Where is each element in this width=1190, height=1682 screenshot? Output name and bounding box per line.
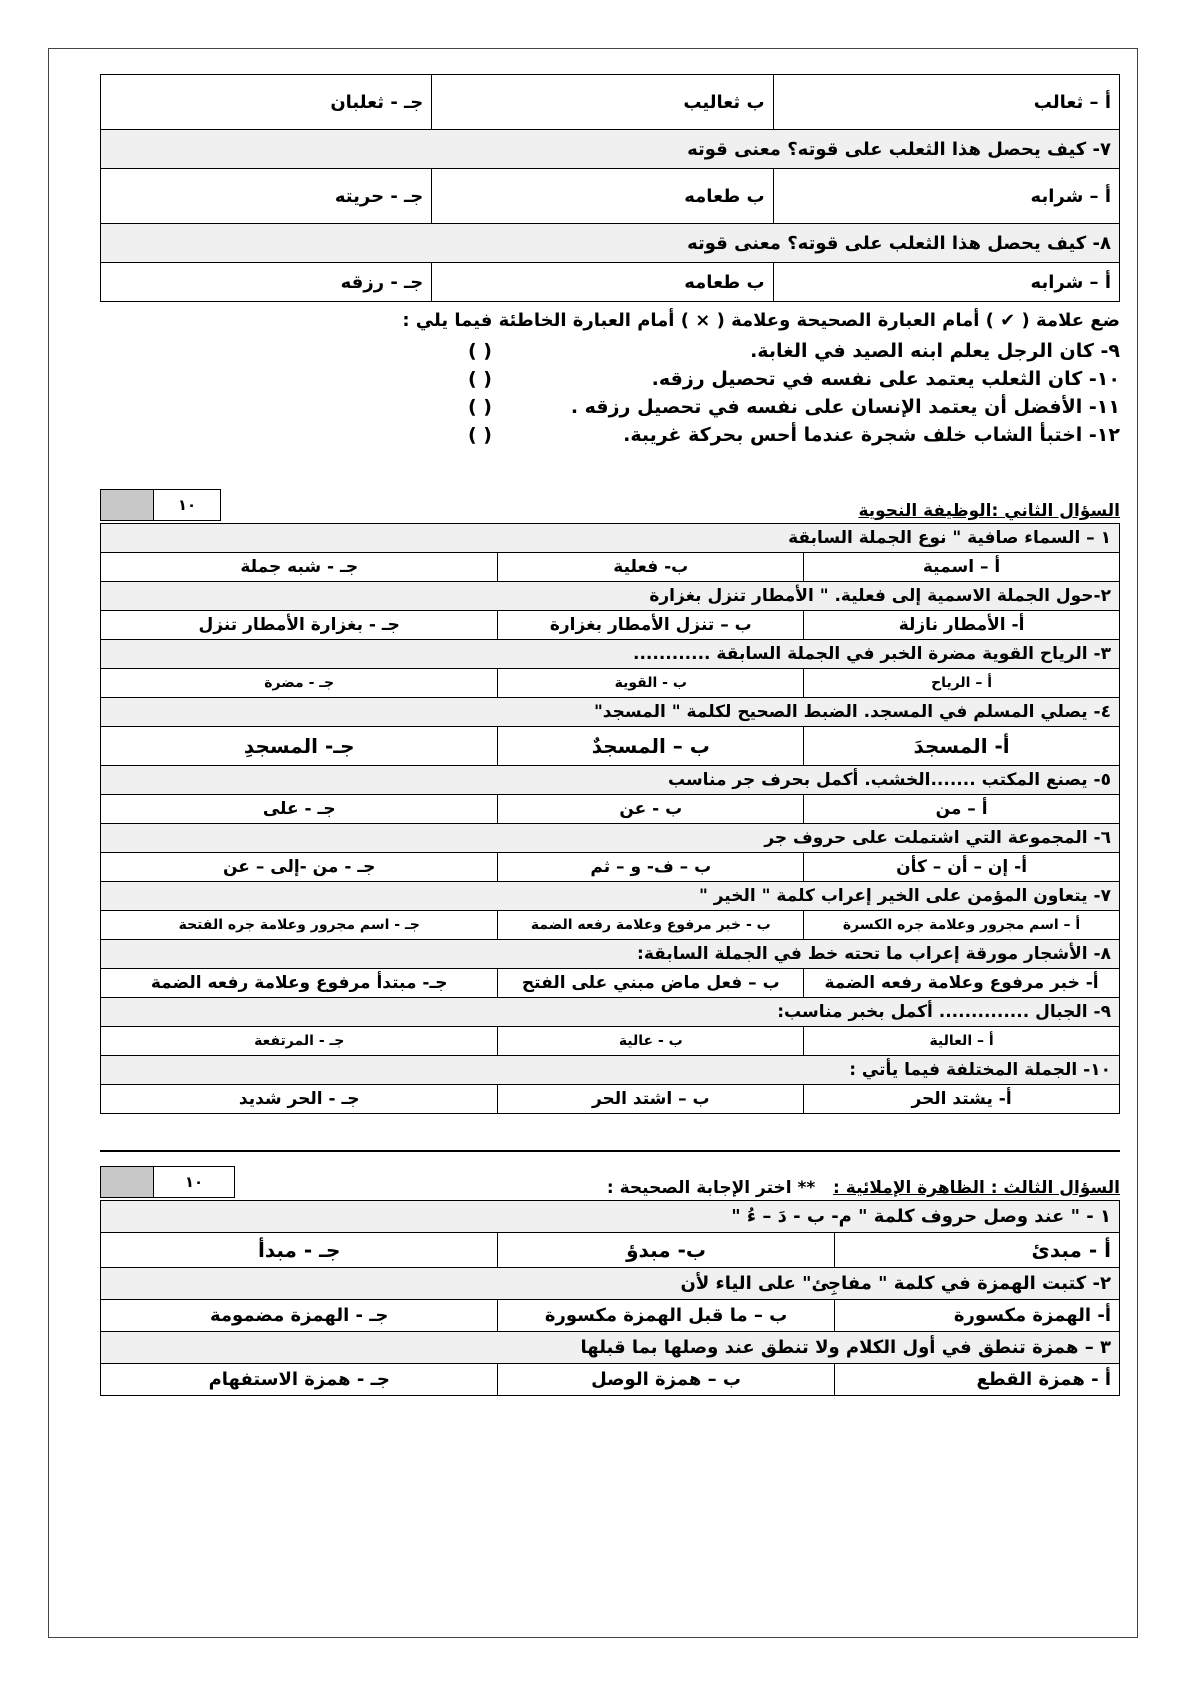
question-text: ٢- كتبت الهمزة في كلمة " مفاجِئ" على الياء لأن <box>101 1268 1120 1300</box>
question-table-3 <box>100 1200 1120 1396</box>
answer-blank[interactable]: ( ) <box>468 368 492 390</box>
answer-option[interactable]: ب – ما قبل الهمزة مكسورة <box>498 1300 834 1332</box>
options-row <box>101 263 1120 302</box>
true-false-instruction: ضع علامة ( ✔ ) أمام العبارة الصحيحة وعلامة ( × ) أمام العبارة الخاطئة فيما يلي : <box>402 310 1120 331</box>
answer-option[interactable]: جـ - الحر شديد <box>101 1085 498 1114</box>
options-row <box>101 669 1120 698</box>
answer-option[interactable]: جـ - المرتفعة <box>101 1027 498 1056</box>
answer-option[interactable]: جـ- المسجدِ <box>101 727 498 766</box>
statement-text: ١٠- كان الثعلب يعتمد على نفسه في تحصيل رزقه. <box>651 368 1120 390</box>
answer-option[interactable]: ب- فعلية <box>498 553 804 582</box>
statement-text: ٩- كان الرجل يعلم ابنه الصيد في الغابة. <box>750 340 1120 362</box>
statement-text: ١٢- اختبأ الشاب خلف شجرة عندما أحس بحركة غريبة. <box>623 424 1120 446</box>
options-row <box>101 169 1120 224</box>
question-table-1 <box>100 74 1120 302</box>
options-row <box>101 969 1120 998</box>
question-text: ٨- كيف يحصل هذا الثعلب على قوته؟ معنى قوته <box>101 224 1120 263</box>
options-row <box>101 853 1120 882</box>
answer-option[interactable]: جـ - اسم مجرور وعلامة جره الفتحة <box>101 911 498 940</box>
section-3-score-box <box>100 1166 235 1198</box>
answer-option[interactable]: جـ - همزة الاستفهام <box>101 1364 498 1396</box>
exam-content <box>100 74 1120 1396</box>
section-3-title: السؤال الثالث : الظاهرة الإملائية : ** اختر الإجابة الصحيحة : <box>606 1178 1120 1198</box>
options-row <box>101 1300 1120 1332</box>
options-row <box>101 1233 1120 1268</box>
answer-option[interactable]: جـ - بغزارة الأمطار تنزل <box>101 611 498 640</box>
answer-option[interactable]: أ- الأمطار نازلة <box>804 611 1120 640</box>
statement-text: ١١- الأفضل أن يعتمد الإنسان على نفسه في تحصيل رزقه . <box>570 396 1120 418</box>
question-row <box>101 640 1120 669</box>
question-text: ٧- يتعاون المؤمن على الخير إعراب كلمة " الخير " <box>101 882 1120 911</box>
answer-blank[interactable]: ( ) <box>468 396 492 418</box>
answer-option[interactable]: ب ثعاليب <box>432 75 773 130</box>
options-row <box>101 75 1120 130</box>
question-row <box>101 998 1120 1027</box>
true-false-item <box>100 393 1120 421</box>
answer-blank[interactable]: ( ) <box>468 424 492 446</box>
true-false-item <box>100 337 1120 365</box>
section-3-score: ١٠ <box>153 1167 234 1197</box>
answer-option[interactable]: أ – الرياح <box>804 669 1120 698</box>
answer-option[interactable]: ب – همزة الوصل <box>498 1364 834 1396</box>
answer-option[interactable]: أ – من <box>804 795 1120 824</box>
answer-option[interactable]: جـ - مبدأ <box>101 1233 498 1268</box>
question-text: ٣- الرياح القوية مضرة الخبر في الجملة السابقة ............ <box>101 640 1120 669</box>
answer-option[interactable]: ب - القوية <box>498 669 804 698</box>
options-row <box>101 911 1120 940</box>
answer-option[interactable]: جـ - شبه جملة <box>101 553 498 582</box>
answer-option[interactable]: جـ - حريته <box>101 169 432 224</box>
answer-option[interactable]: جـ - من -إلى – عن <box>101 853 498 882</box>
answer-option[interactable]: ب – فعل ماض مبني على الفتح <box>498 969 804 998</box>
answer-option[interactable]: ب - عن <box>498 795 804 824</box>
section-3-instruction: ** اختر الإجابة الصحيحة : <box>606 1178 816 1198</box>
answer-option[interactable]: ب – اشتد الحر <box>498 1085 804 1114</box>
question-row <box>101 824 1120 853</box>
question-text: ١ - " عند وصل حروف كلمة " م- ب - دَ – ءُ " <box>101 1201 1120 1233</box>
answer-option[interactable]: ب- مبدؤ <box>498 1233 834 1268</box>
question-row <box>101 224 1120 263</box>
options-row <box>101 553 1120 582</box>
question-text: ٢-حول الجملة الاسمية إلى فعلية. " الأمطار تنزل بغزارة <box>101 582 1120 611</box>
question-text: ٦- المجموعة التي اشتملت على حروف جر <box>101 824 1120 853</box>
question-row <box>101 1332 1120 1364</box>
true-false-list <box>100 337 1120 449</box>
question-table-2 <box>100 523 1120 1114</box>
answer-option[interactable]: ب طعامه <box>432 263 773 302</box>
answer-blank[interactable]: ( ) <box>468 340 492 362</box>
answer-option[interactable]: جـ- مبتدأ مرفوع وعلامة رفعه الضمة <box>101 969 498 998</box>
section-divider <box>100 1150 1120 1152</box>
question-text: ٤- يصلي المسلم في المسجد. الضبط الصحيح لكلمة " المسجد" <box>101 698 1120 727</box>
question-text: ٣ – همزة تنطق في أول الكلام ولا تنطق عند وصلها بما قبلها <box>101 1332 1120 1364</box>
question-row <box>101 524 1120 553</box>
section-2-score-box <box>100 489 221 521</box>
question-row <box>101 940 1120 969</box>
question-row <box>101 882 1120 911</box>
options-row <box>101 727 1120 766</box>
question-row <box>101 766 1120 795</box>
section-2-score-blank[interactable] <box>101 490 153 520</box>
answer-option[interactable]: أ – اسمية <box>804 553 1120 582</box>
answer-option[interactable]: جـ - مضرة <box>101 669 498 698</box>
question-row <box>101 1268 1120 1300</box>
answer-option[interactable]: أ – شرابه <box>773 263 1119 302</box>
answer-option[interactable]: ب – المسجدٌ <box>498 727 804 766</box>
options-row <box>101 1027 1120 1056</box>
answer-option[interactable]: أ- إن – أن – كأن <box>804 853 1120 882</box>
answer-option[interactable]: أ- خبر مرفوع وعلامة رفعه الضمة <box>804 969 1120 998</box>
answer-option[interactable]: أ – ثعالب <box>773 75 1119 130</box>
question-row <box>101 130 1120 169</box>
true-false-item <box>100 365 1120 393</box>
question-row <box>101 698 1120 727</box>
question-text: ١٠- الجملة المختلفة فيما يأتي : <box>101 1056 1120 1085</box>
answer-option[interactable]: أ – شرابه <box>773 169 1119 224</box>
question-text: ٧- كيف يحصل هذا الثعلب على قوته؟ معنى قوته <box>101 130 1120 169</box>
answer-option[interactable]: أ - همزة القطع <box>834 1364 1119 1396</box>
options-row <box>101 1085 1120 1114</box>
question-text: ٩- الجبال .............. أكمل بخبر مناسب: <box>101 998 1120 1027</box>
answer-option[interactable]: ب طعامه <box>432 169 773 224</box>
answer-option[interactable]: جـ - ثعلبان <box>101 75 432 130</box>
question-text: ٨- الأشجار مورقة إعراب ما تحته خط في الجملة السابقة: <box>101 940 1120 969</box>
question-row <box>101 582 1120 611</box>
answer-option[interactable]: أ- المسجدَ <box>804 727 1120 766</box>
section-3-header <box>100 1166 1120 1198</box>
answer-option[interactable]: ب – ف- و – ثم <box>498 853 804 882</box>
answer-option[interactable]: جـ - رزقه <box>101 263 432 302</box>
answer-option[interactable]: أ – اسم مجرور وعلامة جره الكسرة <box>804 911 1120 940</box>
options-row <box>101 611 1120 640</box>
options-row <box>101 1364 1120 1396</box>
answer-option[interactable]: أ – العالية <box>804 1027 1120 1056</box>
section-3-score-blank[interactable] <box>101 1167 153 1197</box>
answer-option[interactable]: أ- يشتد الحر <box>804 1085 1120 1114</box>
options-row <box>101 795 1120 824</box>
true-false-item <box>100 421 1120 449</box>
section-2-title: السؤال الثاني :الوظيفة النحوية <box>858 501 1120 521</box>
answer-option[interactable]: جـ - على <box>101 795 498 824</box>
answer-option[interactable]: ب - عالية <box>498 1027 804 1056</box>
answer-option[interactable]: جـ - الهمزة مضمومة <box>101 1300 498 1332</box>
question-text: ٥- يصنع المكتب .......الخشب. أكمل بحرف جر مناسب <box>101 766 1120 795</box>
answer-option[interactable]: ب – تنزل الأمطار بغزارة <box>498 611 804 640</box>
answer-option[interactable]: أ - مبدئ <box>834 1233 1119 1268</box>
question-row <box>101 1201 1120 1233</box>
answer-option[interactable]: ب - خبر مرفوع وعلامة رفعه الضمة <box>498 911 804 940</box>
section-2-score: ١٠ <box>153 490 220 520</box>
question-text: ١ – السماء صافية " نوع الجملة السابقة <box>101 524 1120 553</box>
answer-option[interactable]: أ- الهمزة مكسورة <box>834 1300 1119 1332</box>
question-row <box>101 1056 1120 1085</box>
section-2-header <box>100 489 1120 521</box>
